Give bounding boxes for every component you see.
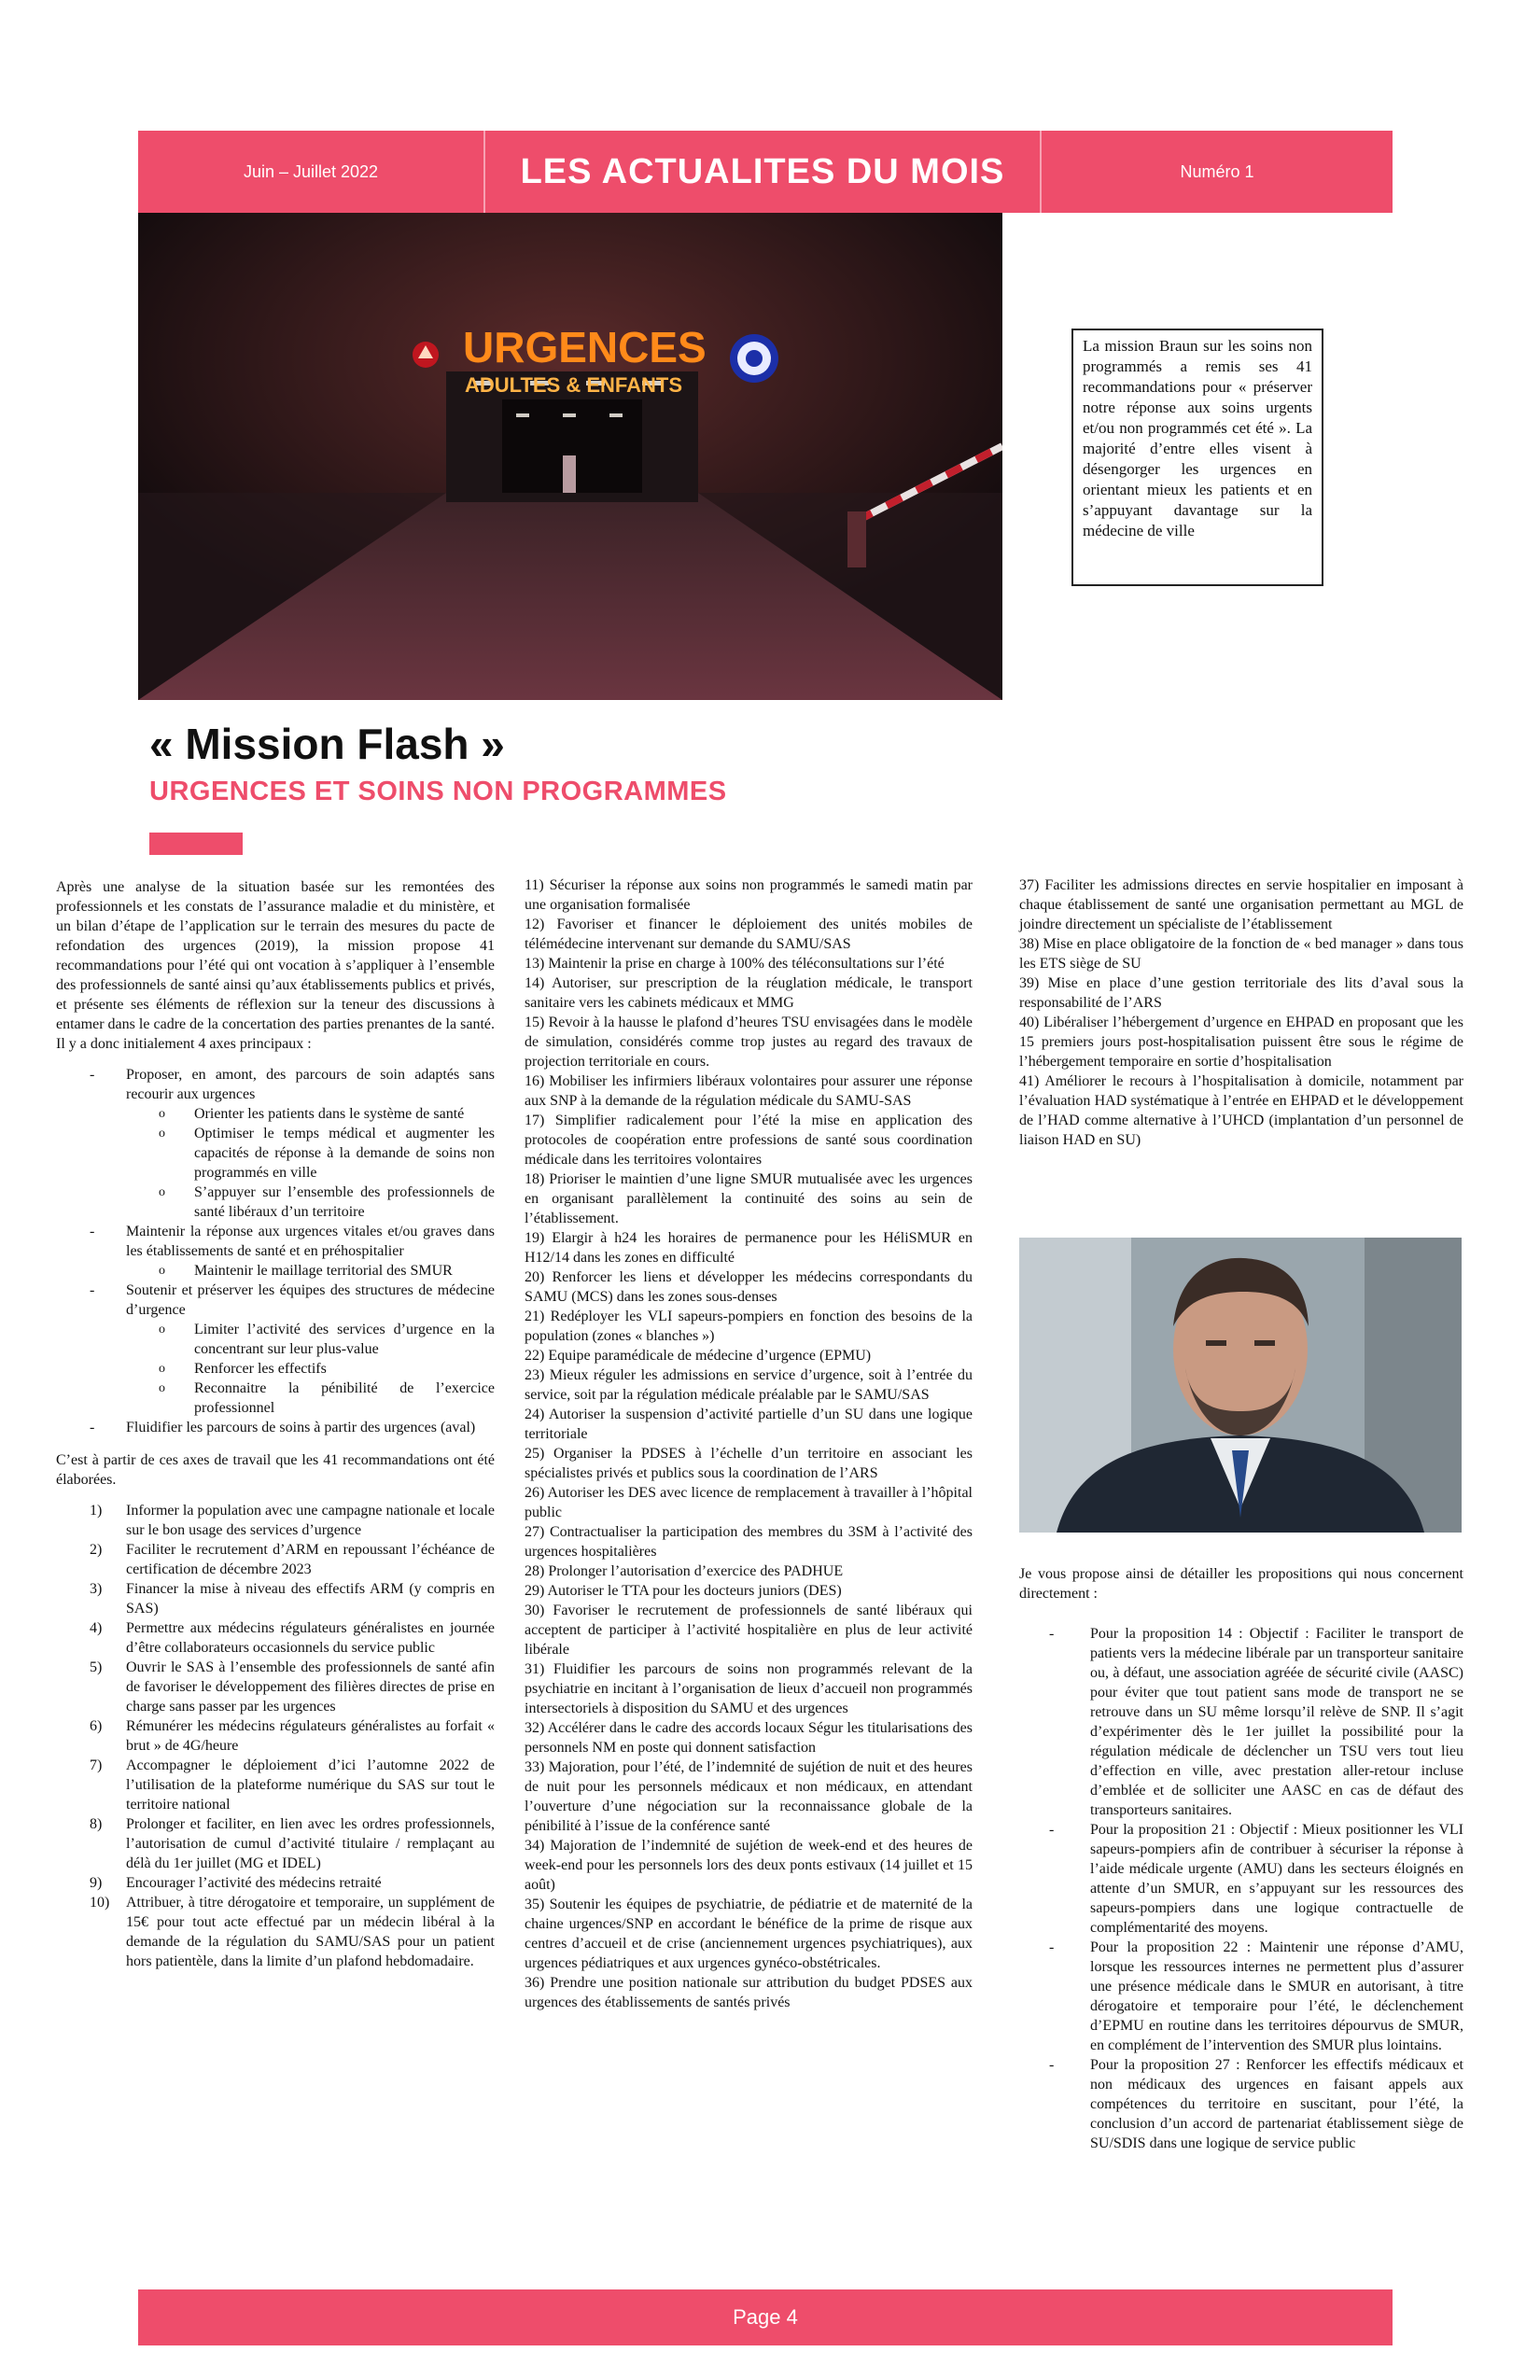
recommendation-item: 26) Autoriser les DES avec licence de remplacement à travailler à l’hôpital public	[525, 1485, 973, 1520]
recommendation-item: 19) Elargir à h24 les horaires de permanence pour les HéliSMUR en H12/14 dans les zones en difficulté	[525, 1230, 973, 1266]
article-title: « Mission Flash »	[149, 720, 505, 768]
recommendation-text: Financer la mise à niveau des effectifs ARM (y compris en SAS)	[126, 1581, 495, 1617]
recommendation-item: 34) Majoration de l’indemnité de sujétion de week-end et des heures de week-end pour les personnels lors des deux ponts estivaux (14 juillet et 15 août)	[525, 1838, 973, 1893]
recommendation-text: Rémunérer les médecins régulateurs généralistes au forfait « brut » de 4G/heure	[126, 1718, 495, 1754]
page-footer: Page 4	[138, 2289, 1393, 2345]
minister-portrait-photo	[1019, 1238, 1462, 1533]
recommendation-item	[56, 1658, 495, 1716]
recommendation-text: Encourager l’activité des médecins retraité	[126, 1875, 382, 1891]
recommendation-item: 11) Sécuriser la réponse aux soins non programmés le samedi matin par une organisation formalisée	[525, 877, 973, 913]
recommendation-item	[56, 1893, 495, 1971]
propositions-intro: Je vous propose ainsi de détailler les propositions qui nous concernent directement :	[1019, 1566, 1463, 1602]
recommendation-item	[56, 1618, 495, 1658]
recommendation-text: Informer la population avec une campagne nationale et locale sur le bon usage des services d’urgence	[126, 1503, 495, 1538]
recommendation-item: 37) Faciliter les admissions directes en servie hospitalier en imposant à chaque établissement de santé une organisation permettant au MGL de joindre directement un spécialiste de l’établissement	[1019, 877, 1463, 932]
recommendation-item: 30) Favoriser le recrutement de professionnels de santé libéraux qui acceptent de participer à l’activité hospitalière en plus de leur activité libérale	[525, 1603, 973, 1658]
recommendation-item: 22) Equipe paramédicale de médecine d’urgence (EPMU)	[525, 1348, 872, 1364]
transition-paragraph: C’est à partir de ces axes de travail que les 41 recommandations ont été élaborées.	[56, 1452, 495, 1488]
header-banner	[138, 131, 1393, 213]
recommendation-number: 7)	[90, 1757, 103, 1773]
recommendation-number: 5)	[90, 1659, 103, 1675]
accent-bar	[149, 833, 243, 855]
recommendation-item: 35) Soutenir les équipes de psychiatrie, de pédiatrie et de maternité de la chaine urgences/SNP en accordant le bénéfice de la prime de risque aux centres d’accueil et de crise (anciennement urgences psychiatriques), aux urgences pédiatriques et aux urgences gynéco-obstétricales.	[525, 1897, 973, 1971]
axis-subitem: o Maintenir le maillage territorial des SMUR	[56, 1261, 495, 1281]
recommendation-item: 24) Autoriser la suspension d’activité partielle d’un SU dans une logique territoriale	[525, 1407, 973, 1442]
proposition-item: - Pour la proposition 14 : Objectif : Faciliter le transport de patients vers la médecine libérale par un transporteur sanitaire ou, à défaut, une association agréée de sécurité civile (AASC) pour éviter que tout patient sans mode de transport ne se retrouve dans un SU même lorsqu’il relève de SNP. Il s’agit d’expérimenter dès le 1er juillet la possibilité pour la régulation médicale de déclencher un TSU vers tout lieu d’effection en ville, avec prestation aller-retour incluse d’emblée et de solliciter une AASC en cas de défaut des transporteurs sanitaires.	[1019, 1624, 1463, 1820]
axis-item: - Proposer, en amont, des parcours de soin adaptés sans recourir aux urgences	[56, 1065, 495, 1104]
axis-subitem: o Renforcer les effectifs	[56, 1359, 495, 1379]
column-1	[56, 877, 495, 1971]
recommendation-item: 40) Libéraliser l’hébergement d’urgence en EHPAD en proposant que les 15 premiers jours post-hospitalisation puissent être sous le régime de l’hébergement temporaire en sortie d’hospitalisation	[1019, 1015, 1463, 1070]
recommendation-item	[56, 1579, 495, 1618]
recommendation-number: 1)	[90, 1503, 103, 1519]
recommendation-item: 12) Favoriser et financer le déploiement des unités mobiles de télémédecine intervenant sur demande du SAMU/SAS	[525, 917, 973, 952]
recommendation-item: 14) Autoriser, sur prescription de la réuglation médicale, le transport sanitaire vers les cabinets médicaux et MMG	[525, 975, 973, 1011]
recommendation-number: 3)	[90, 1581, 103, 1597]
recommendation-item: 15) Revoir à la hausse le plafond d’heures TSU envisagées dans le modèle de simulation, considérés comme trop justes au regard des travaux de projection territoriale en cours.	[525, 1015, 973, 1070]
header-issue: Numéro 1	[1180, 161, 1254, 181]
recommendation-item	[56, 1873, 495, 1893]
sign-urgences: URGENCES	[463, 323, 707, 371]
header-date: Juin – Juillet 2022	[138, 131, 485, 213]
axis-subitem: o Limiter l’activité des services d’urgence en la concentrant sur leur plus-value	[56, 1320, 495, 1359]
article-subtitle: URGENCES ET SOINS NON PROGRAMMES	[149, 777, 727, 806]
recommendation-text: Accompagner le déploiement d’ici l’automne 2022 de l’utilisation de la plateforme numérique du SAS sur tout le territoire national	[126, 1757, 495, 1813]
recommendation-item: 18) Prioriser le maintien d’une ligne SMUR mutualisée avec les urgences en organisant parallèlement la continuité des soins au sein de l’établissement.	[525, 1171, 973, 1226]
recommendation-number: 9)	[90, 1875, 103, 1891]
recommendation-number: 8)	[90, 1816, 103, 1832]
recommendation-item: 27) Contractualiser la participation des membres du 3SM à l’activité des urgences hospitalières	[525, 1524, 973, 1560]
intro-paragraph: Après une analyse de la situation basée sur les remontées des professionnels et les constats de l’assurance maladie et du ministère, et un bilan d’étape de l’application sur le terrain des mesures du pacte de refondation des urgences (2019), la mission propose 41 recommandations pour l’été qui ont vocation à s’appliquer à l’ensemble des professionnels de santé ainsi qu’aux établissements publics et privés, et présente ses éléments de réflexion sur la teneur des discussions à entamer dans le cadre de la concertation des parties prenantes de la santé. Il y a donc initialement 4 axes principaux :	[56, 879, 495, 1052]
header-title: LES ACTUALITES DU MOIS	[485, 131, 1042, 213]
column-3	[1019, 875, 1463, 1150]
recommendation-item: 20) Renforcer les liens et développer les médecins correspondants du SAMU (MCS) dans les zones sous-denses	[525, 1269, 973, 1305]
summary-box: La mission Braun sur les soins non programmés a remis ses 41 recommandations pour « préserver notre réponse aux soins urgents et/ou non programmés cet été ». La majorité d’entre elles visent à désengorger les urgences en orientant mieux les patients et en s’appuyant davantage sur la médecine de ville	[1071, 329, 1323, 586]
recommendation-text: Permettre aux médecins régulateurs généralistes en journée d’être collaborateurs occasionnels du service public	[126, 1620, 495, 1656]
recommendation-item	[56, 1501, 495, 1540]
axis-subitem: o Reconnaitre la pénibilité de l’exercice professionnel	[56, 1379, 495, 1418]
recommendation-item: 31) Fluidifier les parcours de soins non programmés relevant de la psychiatrie en incitant à l’organisation de lieux d’accueil non programmés intersectoriels à disposition du SAMU et des urgences	[525, 1661, 973, 1716]
axis-item: - Soutenir et préserver les équipes des structures de médecine d’urgence	[56, 1281, 495, 1320]
recommendation-number: 2)	[90, 1542, 103, 1558]
axis-subitem: o Optimiser le temps médical et augmenter les capacités de réponse à la demande de soins non programmés en ville	[56, 1124, 495, 1183]
recommendation-number: 10)	[90, 1895, 110, 1911]
recommendation-item	[56, 1814, 495, 1873]
recommendation-item	[56, 1756, 495, 1814]
emergency-entrance-photo	[138, 213, 1002, 700]
column-2	[525, 875, 973, 2012]
recommendation-item: 13) Maintenir la prise en charge à 100% des téléconsultations sur l’été	[525, 956, 945, 972]
recommendation-item: 16) Mobiliser les infirmiers libéraux volontaires pour assurer une réponse aux SNP à la demande de la régulation médicale du SAMU-SAS	[525, 1073, 973, 1109]
recommendation-item: 17) Simplifier radicalement pour l’été la mise en application des protocoles de coopération entre professions de santé sous coordination médicale dans les territoires volontaires	[525, 1113, 973, 1168]
recommendations-list	[56, 1501, 495, 1971]
recommendation-text: Faciliter le recrutement d’ARM en repoussant l’échéance de certification de décembre 2023	[126, 1542, 495, 1577]
recommendation-item: 39) Mise en place d’une gestion territoriale des lits d’aval sous la responsabilité de l’ARS	[1019, 975, 1463, 1011]
axis-item: - Maintenir la réponse aux urgences vitales et/ou graves dans les établissements de santé et en préhospitalier	[56, 1222, 495, 1261]
proposition-item: - Pour la proposition 27 : Renforcer les effectifs médicaux et non médicaux des urgences en faisant appels aux compétences du territoire en suscitant, pour l’été, la conclusion d’un accord de partenariat établissement siège de SU/SDIS dans une logique de service public	[1019, 2055, 1463, 2153]
column-3-lower	[1019, 1564, 1463, 2153]
recommendation-number: 6)	[90, 1718, 103, 1734]
recommendation-item: 33) Majoration, pour l’été, de l’indemnité de sujétion de nuit et des heures de nuit pour les personnels médicaux et non médicaux, en attendant l’ouverture d’une négociation sur la reconnaissance globale de la pénibilité à l’issue de la conférence santé	[525, 1759, 973, 1834]
axis-subitem: o Orienter les patients dans le système de santé	[56, 1104, 495, 1124]
axis-subitem: o S’appuyer sur l’ensemble des professionnels de santé libéraux d’un territoire	[56, 1183, 495, 1222]
axis-item: - Fluidifier les parcours de soins à partir des urgences (aval)	[56, 1418, 495, 1437]
recommendation-item: 36) Prendre une position nationale sur attribution du budget PDSES aux urgences des établissements de santés privés	[525, 1975, 973, 2010]
recommendation-text: Prolonger et faciliter, en lien avec les ordres professionnels, l’autorisation de cumul d’activité titulaire / remplaçant au délà du 1er juillet (MG et IDEL)	[126, 1816, 495, 1871]
recommendation-text: Ouvrir le SAS à l’ensemble des professionnels de santé afin de favoriser le développement des filières directes de prise en charge sans passer par les urgences	[126, 1659, 495, 1715]
recommendation-item: 23) Mieux réguler les admissions en service d’urgence, soit à l’entrée du service, soit par la régulation médicale préalable par le SAMU/SAS	[525, 1367, 973, 1403]
recommendation-item: 41) Améliorer le recours à l’hospitalisation à domicile, notamment par l’évaluation HAD systématique à l’entrée en EHPAD et le développement de l’HAD comme alternative à l’UHCD (implantation d’un personnel de liaison HAD en SU)	[1019, 1073, 1463, 1148]
sign-adultes-enfants: ADULTES & ENFANTS	[465, 373, 683, 397]
recommendation-number: 4)	[90, 1620, 103, 1636]
recommendation-text: Attribuer, à titre dérogatoire et temporaire, un supplément de 15€ pour tout acte effectué par un médecin libéral à la demande de la régulation du SAMU/SAS pour un patient hors patientèle, dans la limite d’un plafond hebdomadaire.	[126, 1895, 495, 1969]
recommendation-item: 25) Organiser la PDSES à l’échelle d’un territoire en associant les spécialistes privés et publics sous la coordination de l’ARS	[525, 1446, 973, 1481]
proposition-item: - Pour la proposition 21 : Objectif : Mieux positionner les VLI sapeurs-pompiers afin de contribuer à sécuriser la réponse à l’aide médicale urgente (AMU) dans les secteurs éloignés en attente d’un SMUR, en s’appuyant sur les ressources des sapeurs-pompiers dans une logique contractuelle de complémentarité des moyens.	[1019, 1820, 1463, 1938]
recommendation-item	[56, 1540, 495, 1579]
recommendation-item: 28) Prolonger l’autorisation d’exercice des PADHUE	[525, 1563, 844, 1579]
recommendation-item: 38) Mise en place obligatoire de la fonction de « bed manager » dans tous les ETS siège de SU	[1019, 936, 1463, 972]
recommendation-item: 21) Redéployer les VLI sapeurs-pompiers en fonction des besoins de la population (zones « blanches »)	[525, 1309, 973, 1344]
recommendation-item	[56, 1716, 495, 1756]
recommendation-item: 29) Autoriser le TTA pour les docteurs juniors (DES)	[525, 1583, 842, 1599]
recommendation-item: 32) Accélérer dans le cadre des accords locaux Ségur les titularisations des personnels NM en poste qui donnent satisfaction	[525, 1720, 973, 1756]
proposition-item: - Pour la proposition 22 : Maintenir une réponse d’AMU, lorsque les ressources internes ne permettent plus d’assurer une présence médicale dans le SMUR en autorisant, à titre dérogatoire et temporaire pour l’été, le déclenchement d’EPMU en routine dans les territoires dépourvus de SMUR, en complément de l’intervention des SMUR plus lointains.	[1019, 1938, 1463, 2055]
